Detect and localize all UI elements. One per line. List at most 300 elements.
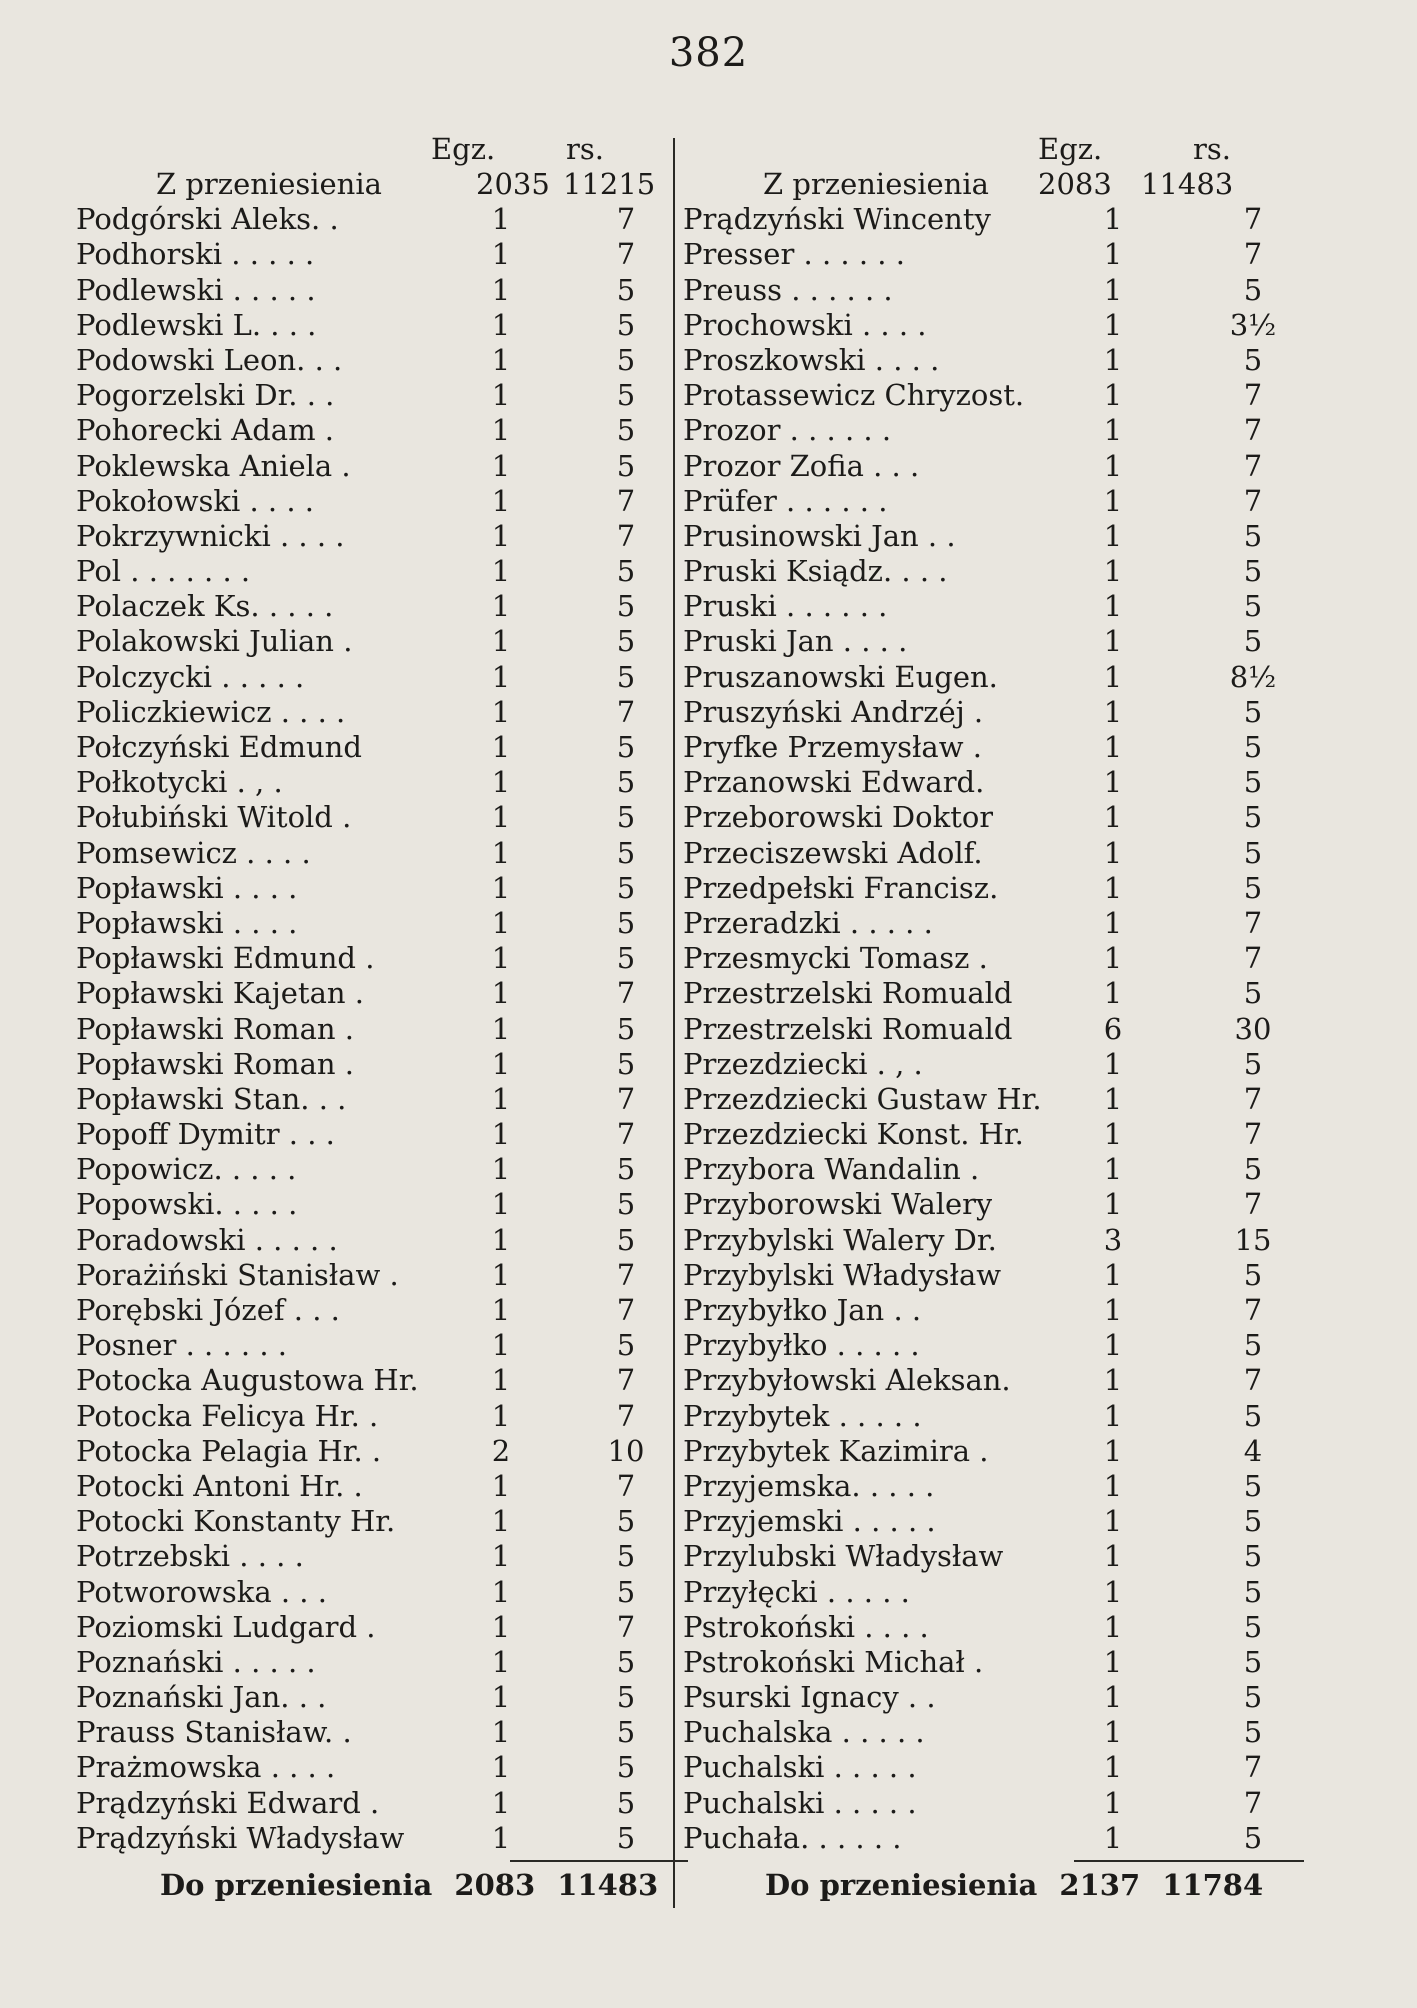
entry-name: Puchalska . . . . . [683,1715,925,1750]
entry-egz: 1 [491,448,511,483]
entry-name: Pryfke Przemysław . [683,730,982,764]
entry-rs: 5 [616,589,636,624]
right-column [683,132,1303,1856]
table-row [76,449,646,484]
table-row [683,836,1303,871]
entry-rs: 5 [1243,1609,1263,1644]
entry-rs: 5 [616,307,636,342]
table-row [76,1715,646,1750]
entry-egz: 1 [491,976,511,1011]
column-header [683,132,1303,167]
table-row [683,730,1303,765]
entry-rs: 5 [1243,272,1263,307]
entry-name: Podlewski . . . . . [76,272,316,307]
entry-rs: 5 [616,413,636,448]
entry-rs: 7 [1243,941,1263,976]
entry-egz: 1 [1103,307,1123,342]
entry-rs: 7 [1243,1117,1263,1152]
entry-rs: 7 [616,518,636,553]
table-row [76,1293,646,1328]
entry-rs: 5 [1243,800,1263,835]
entry-egz: 1 [491,870,511,905]
table-row [76,1575,646,1610]
table-row [683,273,1303,308]
entry-egz: 1 [491,800,511,835]
entry-egz: 1 [1103,905,1123,940]
entry-egz: 1 [1103,1293,1123,1327]
entry-egz: 1 [491,1609,511,1644]
entry-name: Puchała. . . . . . [683,1820,902,1855]
entry-rs: 5 [1243,835,1263,870]
entry-name: Przedpełski Francisz. [683,870,999,905]
entry-rs: 7 [616,237,636,272]
entry-rs: 7 [1243,483,1263,518]
table-row [76,1610,646,1645]
entry-rs: 5 [616,905,636,940]
entry-egz: 1 [1103,1152,1123,1187]
table-row [76,1539,646,1574]
entry-name: Przyjemska. . . . . [683,1468,935,1503]
column-divider [673,138,675,1908]
table-row [76,519,646,554]
entry-rs: 7 [616,1468,636,1503]
entry-egz: 1 [1103,659,1123,694]
entry-rs: 7 [1243,378,1263,413]
entry-rs: 5 [1243,1715,1263,1750]
entry-name: Prozor Zofia . . . [683,448,920,483]
entry-rs: 7 [1243,413,1263,448]
entry-rs: 5 [616,342,636,377]
carry-out-label: Do przeniesienia [765,1868,1038,1902]
table-row [76,765,646,800]
entry-egz: 1 [491,589,511,624]
table-row [76,1645,646,1680]
entry-rs: 5 [616,941,636,976]
entry-rs: 7 [616,202,636,237]
entry-name: Potocka Felicya Hr. . [76,1398,379,1433]
entry-rs: 5 [1243,1539,1263,1574]
entry-name: Popławski Kajetan . [76,976,364,1011]
entry-name: Prażmowska . . . . [76,1750,336,1785]
entry-name: Polaczek Ks. . . . . [76,589,334,624]
entry-rs: 5 [616,1750,636,1785]
entry-rs: 5 [616,870,636,905]
entry-name: Popławski Stan. . . [76,1081,347,1116]
table-row [76,1434,646,1469]
entry-rs: 5 [1243,765,1263,800]
entry-name: Porębski Józef . . . [76,1293,340,1327]
entry-name: Pomsewicz . . . . [76,835,311,870]
entry-name: Pstrokoński . . . . [683,1609,929,1644]
entry-egz: 1 [491,1187,511,1222]
entry-rs: 7 [1243,1785,1263,1820]
table-row [683,624,1303,659]
entry-rs: 7 [616,1398,636,1433]
entry-rs: 5 [616,1187,636,1222]
entry-rs: 3½ [1229,307,1277,342]
table-row [76,1504,646,1539]
entry-egz: 1 [491,1152,511,1187]
table-row [76,1680,646,1715]
entry-egz: 1 [1103,342,1123,377]
entry-rs: 7 [616,1293,636,1327]
entry-name: Polczycki . . . . . [76,659,305,694]
entry-name: Potocki Antoni Hr. . [76,1468,363,1503]
entry-egz: 1 [1103,518,1123,553]
carry-out-label: Do przeniesienia [160,1868,433,1902]
carry-out-rs: 11483 [557,1868,659,1902]
entry-name: Przyborowski Walery [683,1187,993,1222]
entry-rs: 5 [616,1715,636,1750]
table-row [683,1399,1303,1434]
entry-egz: 1 [491,1398,511,1433]
entry-egz: 1 [1103,1398,1123,1433]
entry-name: Przeciszewski Adolf. [683,835,983,870]
entry-rs: 7 [1243,905,1263,940]
table-row [683,1293,1303,1328]
entry-name: Przylubski Władysław [683,1539,1004,1574]
entry-egz: 1 [1103,730,1123,764]
table-row [683,1047,1303,1082]
entry-rs: 5 [616,448,636,483]
entry-name: Przeradzki . . . . . [683,905,933,940]
table-row [683,1610,1303,1645]
table-row [683,202,1303,237]
table-row [76,695,646,730]
entry-egz: 1 [1103,624,1123,659]
entry-egz: 1 [491,1644,511,1679]
entry-egz: 1 [491,1363,511,1398]
entry-name: Preuss . . . . . . [683,272,893,307]
table-row [76,1117,646,1152]
column-header [76,132,646,167]
entry-egz: 1 [491,1574,511,1609]
entry-name: Prądzyński Edward . [76,1785,380,1820]
entry-rs: 7 [616,1117,636,1152]
carry-out-egz: 2083 [454,1868,536,1902]
entry-rs: 5 [616,835,636,870]
entry-egz: 1 [1103,870,1123,905]
entry-name: Pokrzywnicki . . . . [76,518,345,553]
entry-rs: 7 [616,694,636,729]
table-row [683,871,1303,906]
carry-in-egz: 2083 [1038,167,1112,201]
entry-egz: 1 [491,941,511,976]
entry-name: Przyjemski . . . . . [683,1504,936,1539]
entry-name: Pruszanowski Eugen. [683,659,998,694]
entry-rs: 5 [616,1680,636,1715]
entry-rs: 5 [1243,1152,1263,1187]
table-row [76,1328,646,1363]
entry-rs: 5 [616,730,636,764]
entry-egz: 1 [491,1680,511,1715]
table-row [683,800,1303,835]
entry-rs: 7 [1243,202,1263,237]
entry-egz: 1 [1103,1644,1123,1679]
entry-egz: 1 [491,378,511,413]
table-row [683,1117,1303,1152]
entry-name: Policzkiewicz . . . . [76,694,346,729]
entry-name: Potocka Augustowa Hr. [76,1363,419,1398]
table-row [76,484,646,519]
table-row [683,413,1303,448]
table-row [76,202,646,237]
entry-name: Potworowska . . . [76,1574,327,1609]
table-row [683,378,1303,413]
left-column [76,132,656,1856]
entry-name: Przesmycki Tomasz . [683,941,988,976]
rs-header: rs. [566,132,604,166]
entry-egz: 1 [491,624,511,659]
table-row [76,836,646,871]
table-row [683,1434,1303,1469]
entry-egz: 1 [1103,378,1123,413]
entry-name: Poznański . . . . . [76,1644,316,1679]
carry-out-left [160,1868,670,1902]
table-row [76,1363,646,1398]
page-number: 382 [668,30,749,76]
table-row [683,1680,1303,1715]
table-row [683,1645,1303,1680]
entry-name: Pokołowski . . . . [76,483,314,518]
entry-name: Prüfer . . . . . . [683,483,888,518]
entry-egz: 6 [1103,1011,1123,1046]
entry-rs: 5 [1243,694,1263,729]
entry-egz: 1 [1103,272,1123,307]
entry-rs: 5 [1243,1468,1263,1503]
entry-name: Popławski Roman . [76,1046,355,1081]
table-row [683,695,1303,730]
entry-name: Przybyłowski Aleksan. [683,1363,1011,1398]
entry-rs: 7 [616,1609,636,1644]
egz-header: Egz. [1038,132,1103,166]
entry-egz: 1 [1103,483,1123,518]
entry-name: Przybytek . . . . . [683,1398,922,1433]
entry-name: Popławski Edmund . [76,941,375,976]
entry-rs: 5 [616,1574,636,1609]
entry-name: Potocki Konstanty Hr. [76,1504,396,1539]
entry-rs: 7 [616,1081,636,1116]
entry-egz: 1 [1103,202,1123,237]
entry-egz: 1 [1103,1046,1123,1081]
carry-in-row [76,167,656,202]
table-row [683,1469,1303,1504]
table-row [76,273,646,308]
entry-name: Popławski . . . . [76,905,298,940]
entry-name: Przezdziecki Konst. Hr. [683,1117,1024,1152]
table-row [76,1469,646,1504]
entry-name: Przybora Wandalin . [683,1152,980,1187]
entry-egz: 1 [491,1117,511,1152]
entry-rs: 7 [1243,1293,1263,1327]
entry-name: Połubiński Witold . [76,800,352,835]
entry-egz: 1 [1103,1433,1123,1468]
entry-rs: 5 [616,1046,636,1081]
table-row [683,554,1303,589]
table-row [76,413,646,448]
entry-rs: 30 [1234,1011,1272,1046]
table-row [683,906,1303,941]
table-row [76,1012,646,1047]
entry-egz: 1 [491,1081,511,1116]
entry-name: Prądzyński Wincenty [683,202,991,237]
entry-rs: 5 [616,378,636,413]
entry-rs: 5 [1243,1046,1263,1081]
entry-name: Przestrzelski Romuald [683,976,1013,1011]
entry-egz: 1 [491,272,511,307]
entry-rs: 10 [607,1433,645,1468]
table-row [683,589,1303,624]
entry-egz: 1 [1103,1785,1123,1820]
table-row [76,1258,646,1293]
entry-egz: 1 [491,1468,511,1503]
table-row [683,976,1303,1011]
entry-rs: 5 [1243,624,1263,659]
entry-egz: 1 [1103,941,1123,976]
entry-name: Przanowski Edward. [683,765,985,800]
entry-name: Popławski Roman . [76,1011,355,1046]
entry-egz: 1 [491,483,511,518]
table-row [76,624,646,659]
entry-name: Przybylski Walery Dr. [683,1222,997,1257]
entry-rs: 5 [1243,1574,1263,1609]
entry-rs: 5 [616,624,636,659]
entry-egz: 1 [491,554,511,589]
entry-name: Pruski . . . . . . [683,589,888,624]
entry-rs: 7 [1243,1750,1263,1785]
entry-name: Poziomski Ludgard . [76,1609,376,1644]
entry-egz: 1 [491,202,511,237]
entry-rs: 5 [616,1644,636,1679]
entry-name: Porażiński Stanisław . [76,1257,399,1292]
entry-name: Popoff Dymitr . . . [76,1117,335,1152]
entry-name: Puchalski . . . . . [683,1785,917,1820]
carry-in-label: Z przeniesienia [156,167,382,201]
table-row [683,1504,1303,1539]
entry-rs: 5 [1243,1644,1263,1679]
entry-egz: 1 [1103,237,1123,272]
entry-egz: 1 [491,835,511,870]
carry-out-egz: 2137 [1059,1868,1141,1902]
entry-name: Przyłęcki . . . . . [683,1574,910,1609]
entry-egz: 1 [491,342,511,377]
entry-rs: 5 [616,1504,636,1539]
table-row [76,1223,646,1258]
entry-rs: 4 [1243,1433,1263,1468]
carry-in-label: Z przeniesienia [763,167,989,201]
entry-egz: 1 [1103,1750,1123,1785]
entry-egz: 1 [491,1504,511,1539]
table-row [76,976,646,1011]
entry-egz: 1 [491,1539,511,1574]
entry-egz: 1 [491,730,511,764]
entry-name: Przezdziecki . , . [683,1046,923,1081]
entry-rs: 7 [1243,237,1263,272]
entry-egz: 1 [491,237,511,272]
entry-name: Podlewski L. . . . [76,307,317,342]
entry-rs: 5 [616,659,636,694]
entry-name: Poznański Jan. . . [76,1680,327,1715]
table-row [76,1082,646,1117]
table-row [683,660,1303,695]
entry-egz: 1 [1103,1504,1123,1539]
entry-rs: 5 [616,1152,636,1187]
table-row [76,1187,646,1222]
table-row [76,1786,646,1821]
entry-name: Przybyłko Jan . . [683,1293,922,1327]
entry-egz: 1 [1103,1574,1123,1609]
entry-rs: 5 [1243,870,1263,905]
entry-rs: 5 [1243,976,1263,1011]
entry-egz: 1 [491,1328,511,1363]
entry-egz: 1 [491,518,511,553]
entry-name: Poklewska Aniela . [76,448,351,483]
carry-out-rs: 11784 [1162,1868,1264,1902]
carry-in-row [683,167,1303,202]
entry-name: Polakowski Julian . [76,624,353,659]
entry-egz: 1 [491,905,511,940]
table-row [76,1821,646,1856]
rs-header: rs. [1193,132,1231,166]
sum-rule-left [510,1860,688,1862]
table-row [76,871,646,906]
entry-name: Pogorzelski Dr. . . [76,378,335,413]
table-row [76,800,646,835]
entry-name: Popławski . . . . [76,870,298,905]
entry-rs: 5 [1243,1680,1263,1715]
entry-name: Przezdziecki Gustaw Hr. [683,1081,1042,1116]
entry-rs: 5 [616,765,636,800]
entry-egz: 1 [491,1257,511,1292]
table-row [683,308,1303,343]
entry-rs: 5 [616,1011,636,1046]
entry-egz: 1 [1103,835,1123,870]
entry-name: Przestrzelski Romuald [683,1011,1013,1046]
entry-name: Przybylski Władysław [683,1257,1002,1292]
entry-egz: 1 [1103,448,1123,483]
entry-egz: 1 [1103,1715,1123,1750]
table-row [683,765,1303,800]
entry-rs: 5 [616,1785,636,1820]
entry-name: Połczyński Edmund [76,730,362,764]
entry-name: Prozor . . . . . . [683,413,892,448]
table-row [683,1539,1303,1574]
entry-name: Podhorski . . . . . [76,237,315,272]
entry-egz: 1 [1103,1328,1123,1363]
entry-name: Prauss Stanisław. . [76,1715,352,1750]
table-row [683,1750,1303,1785]
egz-header: Egz. [431,132,496,166]
table-row [683,1012,1303,1047]
entry-egz: 2 [491,1433,511,1468]
table-row [683,1786,1303,1821]
left-rows [76,202,646,1856]
entry-name: Presser . . . . . . [683,237,905,272]
entry-name: Posner . . . . . . [76,1328,288,1363]
entry-name: Prusinowski Jan . . [683,518,956,553]
entry-egz: 3 [1103,1222,1123,1257]
entry-egz: 1 [491,1293,511,1327]
entry-egz: 1 [1103,554,1123,589]
table-row [76,554,646,589]
entry-egz: 1 [1103,800,1123,835]
table-row [76,378,646,413]
entry-rs: 5 [1243,1504,1263,1539]
entry-name: Przybyłko . . . . . [683,1328,920,1363]
entry-rs: 5 [1243,1328,1263,1363]
entry-rs: 5 [616,272,636,307]
sum-rule-right [1074,1860,1304,1862]
